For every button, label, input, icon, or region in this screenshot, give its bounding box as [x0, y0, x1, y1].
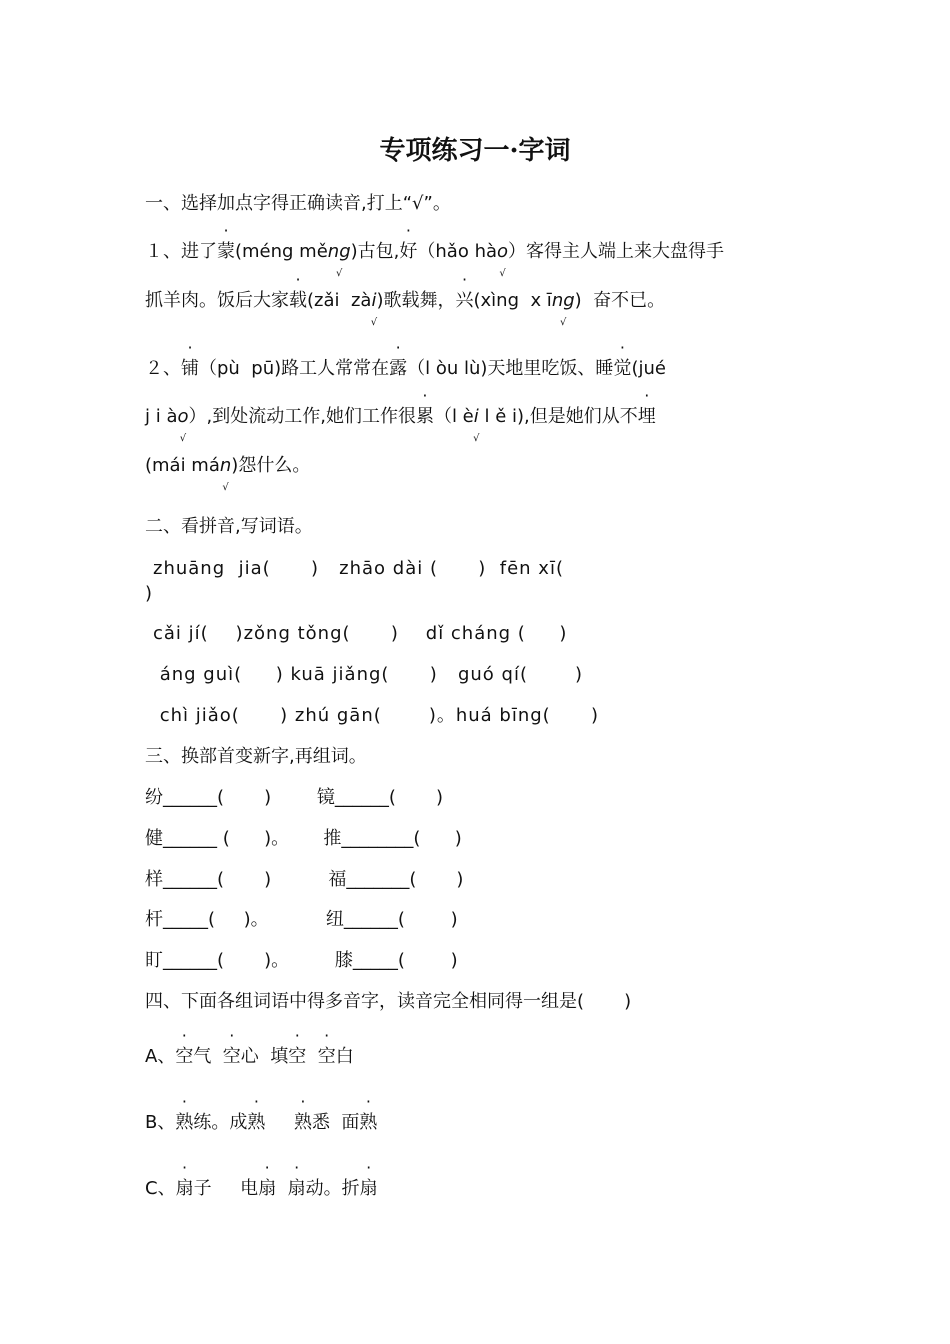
text: （hǎo hà — [417, 241, 498, 262]
text: 面 — [329, 1112, 360, 1133]
checked-syllable: n √ — [220, 453, 231, 479]
checked-syllable: ng √ — [552, 288, 575, 314]
radical-row-4: 杆_____( )。 纽______( ) — [145, 909, 458, 930]
text: (xìng x ī — [473, 290, 552, 311]
option-label: A、 — [145, 1046, 176, 1067]
section-3-heading: 三、换部首变新字,再组词。 — [145, 746, 367, 767]
pinyin-row-3: áng guì( ) kuā jiǎng( ) guó qí( ) — [153, 664, 584, 685]
dotted-char: 铺 — [181, 358, 199, 379]
text: ）客得主人端上来大盘得手 — [508, 241, 725, 262]
q2-line-3 — [145, 453, 310, 479]
radical-row-2: 健______ ( )。 推________( ) — [145, 828, 462, 849]
text: 心 — [240, 1046, 259, 1067]
text: （l è — [433, 406, 474, 427]
text: ) 奋不已。 — [574, 290, 666, 311]
option-c — [145, 1176, 378, 1202]
checked-syllable: ng √ — [328, 239, 351, 265]
pinyin-row-1-wrap: ) — [145, 583, 153, 604]
dotted-char: 空 — [317, 1046, 336, 1067]
text: 练。成 — [193, 1112, 248, 1133]
checked-syllable: i √ — [474, 404, 479, 430]
text: j i à — [145, 406, 178, 427]
checked-syllable: o √ — [177, 404, 188, 430]
text: ２、 — [145, 358, 181, 379]
q2-line-2 — [145, 404, 656, 430]
text: 抓羊肉。饭后大家 — [145, 290, 289, 311]
page-title: 专项练习一·字词 — [379, 136, 571, 166]
text: 气 — [193, 1046, 212, 1067]
dotted-char: 露 — [389, 358, 408, 379]
dotted-char: 好 — [399, 241, 418, 262]
text: (zǎi zà — [307, 290, 372, 311]
dotted-char: 扇 — [287, 1178, 306, 1199]
dotted-char: 埋 — [637, 406, 656, 427]
radical-row-1: 纷______( ) 镜______( ) — [145, 787, 443, 808]
text: （l òu lù)天地里吃饭、睡 — [407, 358, 614, 379]
text: １、进了 — [145, 241, 217, 262]
text: 白 — [335, 1046, 354, 1067]
text: 填 — [258, 1046, 289, 1067]
text: (mái má — [145, 455, 220, 476]
dotted-char: 熟 — [247, 1112, 266, 1133]
text — [276, 1178, 287, 1199]
text — [306, 1046, 317, 1067]
text: 电 — [211, 1178, 259, 1199]
radical-row-5: 盯______( )。 膝_____( ) — [145, 950, 458, 971]
text: 子 — [193, 1178, 212, 1199]
section-2-heading: 二、看拼音,写词语。 — [145, 516, 313, 537]
radical-row-3: 样______( ) 福_______( ) — [145, 869, 464, 890]
pinyin-row-4: chì jiǎo( ) zhú gān( )。huá bīng( ) — [153, 705, 600, 726]
text: )歌载舞， — [376, 290, 456, 311]
checked-syllable: o √ — [497, 239, 508, 265]
checked-syllable: i √ — [371, 288, 376, 314]
text: )古包, — [350, 241, 400, 262]
pinyin-row-2: cǎi jí( )zǒng tǒng( ) dǐ cháng ( ) — [153, 623, 568, 644]
text: ）,到处流动工作,她们工作很 — [188, 406, 416, 427]
option-label: B、 — [145, 1112, 176, 1133]
dotted-char: 空 — [288, 1046, 307, 1067]
dotted-char: 觉 — [613, 358, 632, 379]
text — [211, 1046, 222, 1067]
q1-line-1 — [145, 239, 724, 265]
text: （pù pū)路工人常常在 — [199, 358, 390, 379]
option-label: C、 — [145, 1178, 176, 1199]
text: )怨什么。 — [231, 455, 311, 476]
option-a — [145, 1044, 354, 1070]
dotted-char: 累 — [415, 406, 434, 427]
q2-line-1 — [145, 356, 666, 382]
dotted-char: 扇 — [175, 1178, 194, 1199]
dotted-char: 熟 — [359, 1112, 378, 1133]
text: (jué — [631, 358, 666, 379]
text: l ě i),但是她们从不 — [478, 406, 638, 427]
section-1-heading: 一、选择加点字得正确读音,打上“√”。 — [145, 193, 451, 214]
dotted-char: 扇 — [258, 1178, 277, 1199]
text — [265, 1112, 294, 1133]
dotted-char: 扇 — [359, 1178, 378, 1199]
text: (méng mě — [235, 241, 328, 262]
section-4-heading: 四、下面各组词语中得多音字，读音完全相同得一组是( ) — [145, 991, 632, 1012]
dotted-char: 蒙 — [217, 241, 235, 262]
dotted-char: 空 — [222, 1046, 241, 1067]
text: 悉 — [311, 1112, 330, 1133]
dotted-char: 熟 — [175, 1112, 194, 1133]
dotted-char: 熟 — [293, 1112, 312, 1133]
dotted-char: 载 — [289, 290, 307, 311]
q1-line-2 — [145, 288, 665, 314]
option-b — [145, 1110, 377, 1136]
dotted-char: 兴 — [455, 290, 474, 311]
pinyin-row-1: zhuāng jia( ) zhāo dài ( ) fēn xī( — [153, 558, 564, 579]
dotted-char: 空 — [175, 1046, 194, 1067]
text: 动。折 — [305, 1178, 360, 1199]
